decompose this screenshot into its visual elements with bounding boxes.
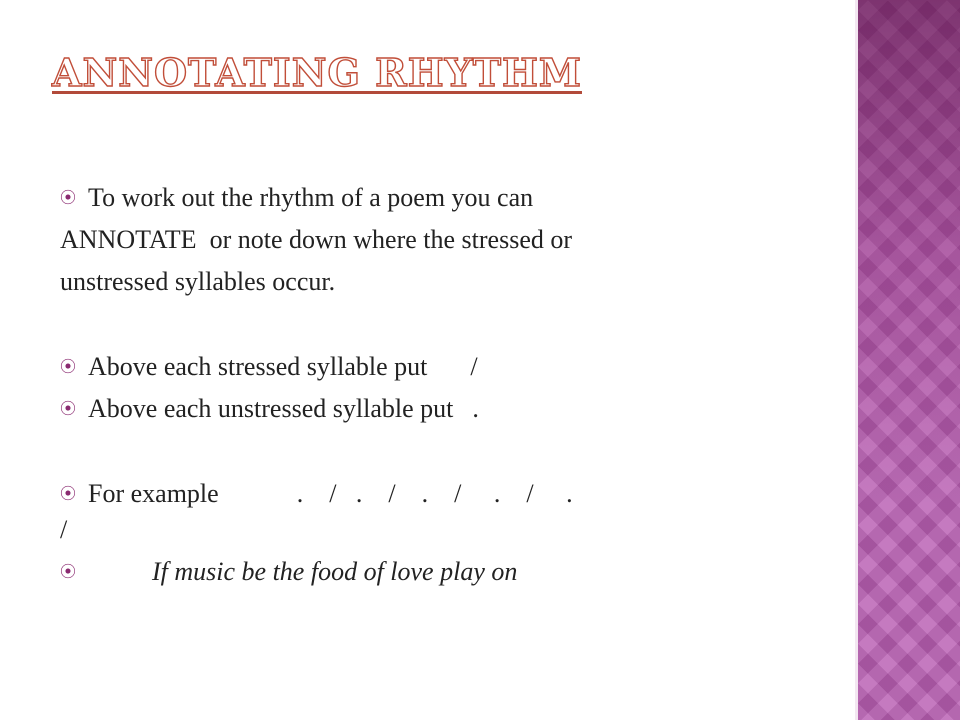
bullet-icon: ⦿	[60, 188, 77, 207]
example-verse: If music be the food of love play on	[152, 557, 518, 586]
slide-title: ANNOTATING RHYTHM	[52, 50, 582, 95]
example-stress-marks-wrap: /	[60, 515, 68, 544]
example-label: For example	[88, 479, 219, 508]
side-panel-edge	[855, 0, 858, 720]
bullet-icon: ⦿	[60, 357, 77, 376]
bullet-icon: ⦿	[60, 399, 77, 418]
bullet-icon: ⦿	[60, 484, 77, 503]
stressed-line	[60, 352, 478, 382]
unstressed-text: Above each unstressed syllable put	[88, 394, 454, 423]
stressed-text: Above each stressed syllable put	[88, 352, 428, 381]
intro-line-3	[60, 267, 335, 297]
unstressed-mark: .	[472, 394, 479, 423]
example-line	[60, 479, 573, 509]
stressed-mark: /	[470, 352, 478, 381]
intro-text-3: unstressed syllables occur.	[60, 267, 336, 296]
bullet-icon: ⦿	[60, 562, 77, 581]
intro-text-1: To work out the rhythm of a poem you can	[88, 183, 534, 212]
intro-line-1	[60, 183, 533, 213]
intro-line-2	[60, 225, 572, 255]
example-stress-marks: . / . / . / . / .	[296, 479, 573, 508]
example-marks-wrap	[60, 515, 67, 545]
unstressed-line	[60, 394, 479, 424]
verse-line	[60, 557, 517, 587]
intro-text-2: ANNOTATE or note down where the stressed or	[60, 225, 573, 254]
decorative-side-panel	[855, 0, 960, 720]
